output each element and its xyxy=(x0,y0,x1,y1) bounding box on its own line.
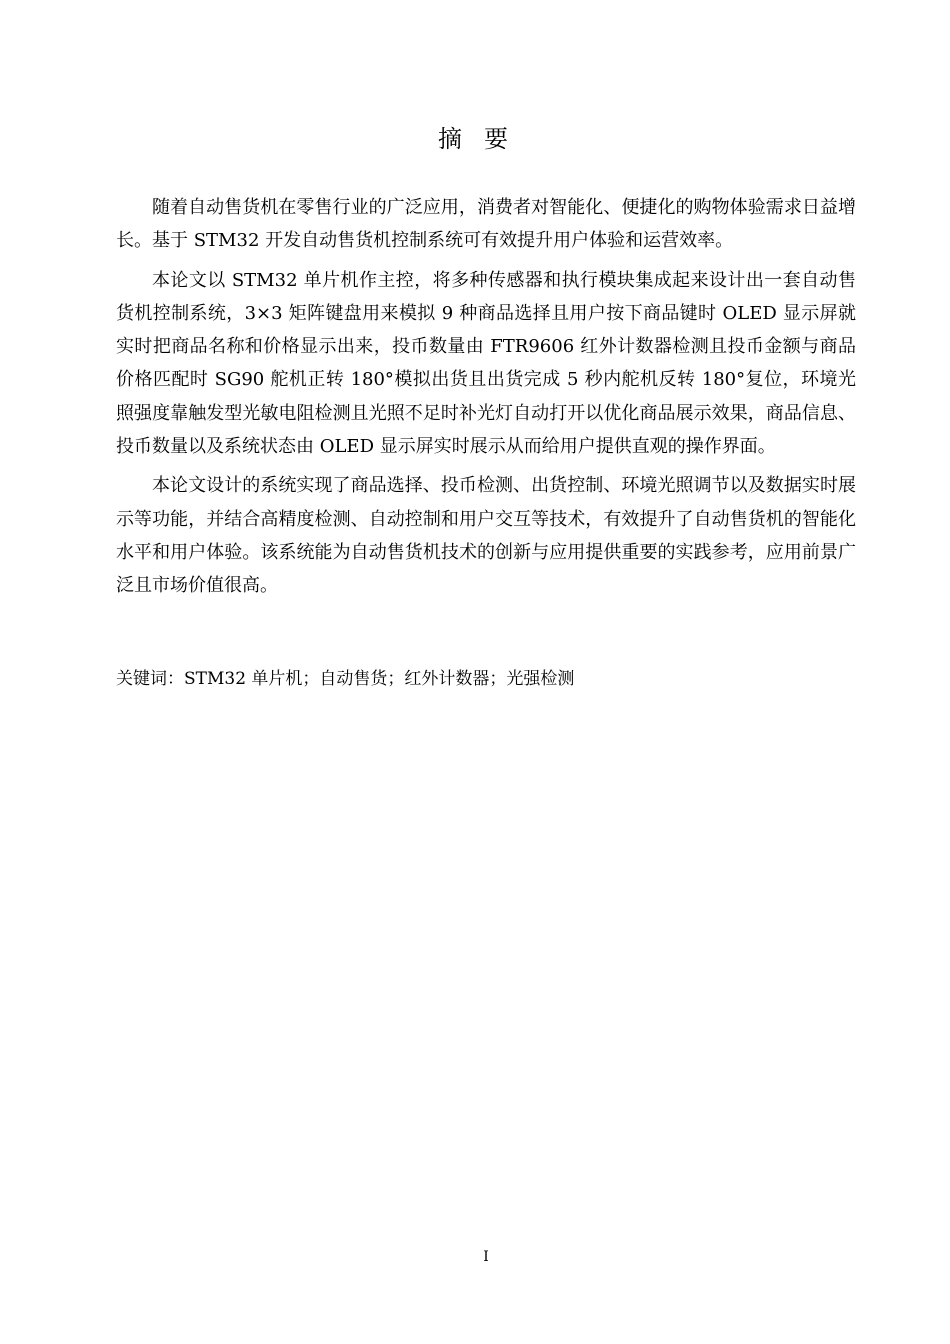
abstract-title: 摘要 xyxy=(438,125,530,153)
keywords-list: STM32 单片机；自动售货；红外计数器；光强检测 xyxy=(184,669,575,689)
abstract-paragraph-1: 随着自动售货机在零售行业的广泛应用，消费者对智能化、便捷化的购物体验需求日益增长。基于 STM32 开发自动售货机控制系统可有效提升用户体验和运营效率。 xyxy=(116,197,856,252)
abstract-paragraph-2: 本论文以 STM32 单片机作主控，将多种传感器和执行模块集成起来设计出一套自动售货机控制系统，3×3 矩阵键盘用来模拟 9 种商品选择且用户按下商品键时 OLED 显示屏就实时把商品名称和价格显示出来，投币数量由 FTR9606 红外计数器检测且投币金额与商品价格匹配时 SG90 舵机正转 180°模拟出货且出货完成 5 秒内舵机反转 180°复位，环境光照强度靠触发型光敏电阻检测且光照不足时补光灯自动打开以优化商品展示效果，商品信息、投币数量以及系统状态由 OLED 显示屏实时展示从而给用户提供直观的操作界面。 xyxy=(116,269,856,458)
page-number: I xyxy=(483,1249,489,1265)
keywords-line xyxy=(116,665,856,693)
abstract-body xyxy=(116,191,856,609)
abstract-paragraph-3: 本论文设计的系统实现了商品选择、投币检测、出货控制、环境光照调节以及数据实时展示等功能，并结合高精度检测、自动控制和用户交互等技术，有效提升了自动售货机的智能化水平和用户体验。该系统能为自动售货机技术的创新与应用提供重要的实践参考，应用前景广泛且市场价值很高。 xyxy=(116,475,856,597)
keywords-label: 关键词： xyxy=(116,669,184,689)
